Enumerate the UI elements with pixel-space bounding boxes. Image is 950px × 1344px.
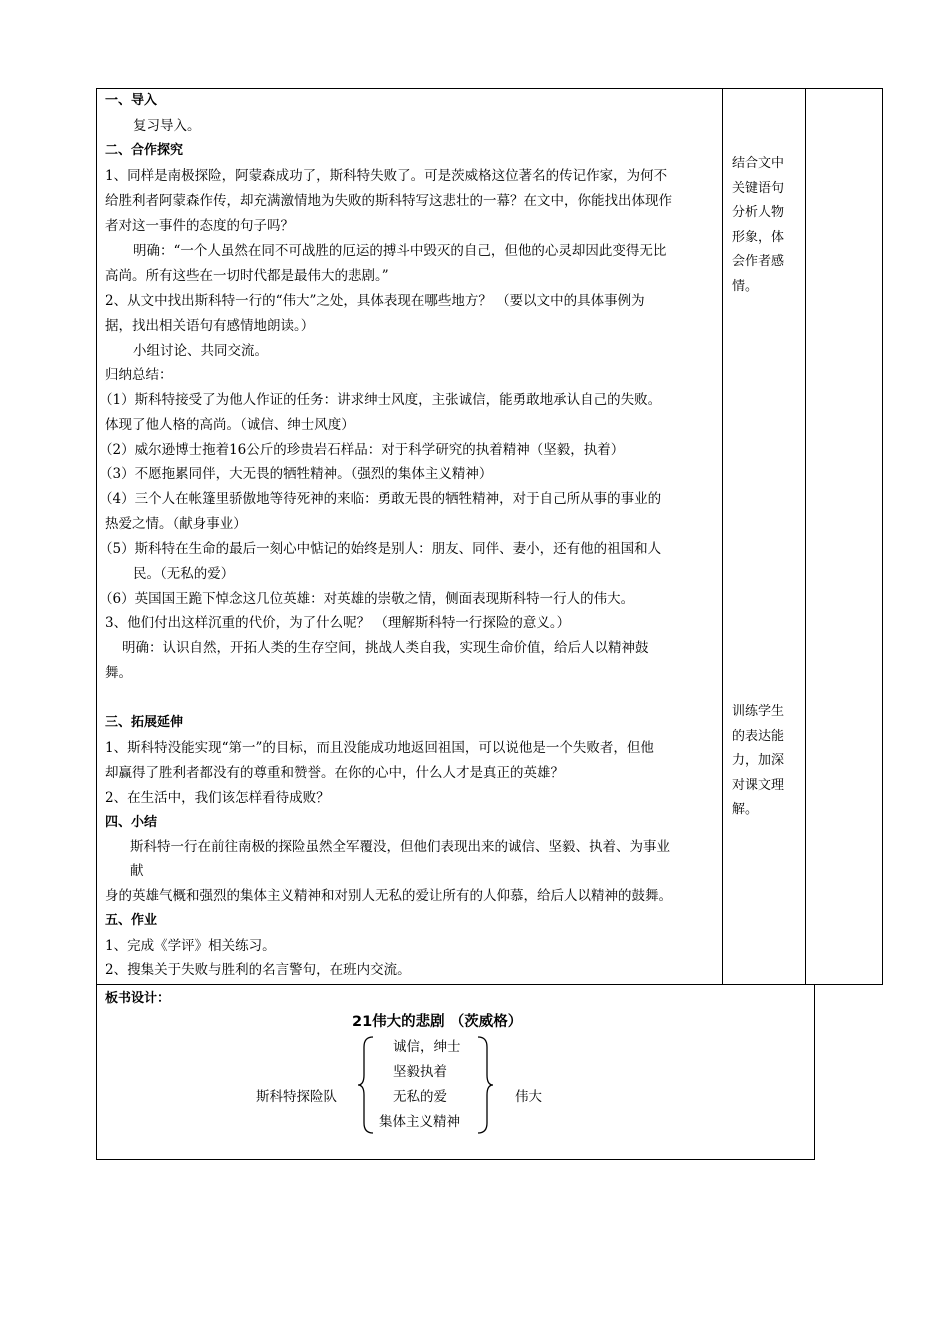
conclude-line-2: 献 bbox=[130, 863, 144, 879]
board-title: 21伟大的悲剧 （茨威格） bbox=[352, 1014, 523, 1030]
board-bottom-border bbox=[96, 1159, 815, 1160]
note-2-line: 力，加深 bbox=[732, 753, 785, 768]
col-divider-1 bbox=[722, 88, 723, 985]
col-divider-2 bbox=[805, 88, 806, 985]
section-intro-heading: 一、导入 bbox=[105, 93, 158, 108]
question-3: 3、他们付出这样沉重的代价，为了什么呢？ （理解斯科特一行探险的意义。） bbox=[105, 615, 571, 631]
board-item: 诚信，绅士 bbox=[393, 1039, 461, 1055]
homework-1: 1、完成《学评》相关练习。 bbox=[105, 938, 276, 954]
note-2-line: 的表达能 bbox=[732, 728, 785, 744]
summary-4-line-2: 热爱之情。（献身事业） bbox=[105, 516, 247, 532]
summary-1-line-1: （1）斯科特接受了为他人作证的任务：讲求绅士风度，主张诚信，能勇敢地承认自己的失败。 bbox=[99, 392, 662, 408]
board-item: 坚毅执着 bbox=[393, 1064, 447, 1080]
note-1-line: 结合文中 bbox=[732, 156, 785, 171]
note-1-line: 分析人物 bbox=[732, 205, 785, 220]
board-right-border bbox=[814, 984, 815, 1160]
question-1-line-3: 者对这一事件的态度的句子吗？ bbox=[105, 218, 294, 234]
answer-1-line-1: 明确：“一个人虽然在同不可战胜的厄运的搏斗中毁灭的自己，但他的心灵却因此变得无比 bbox=[133, 243, 667, 259]
summary-5-line-1: （5）斯科特在生命的最后一刻心中惦记的始终是别人：朋友、同伴、妻小，还有他的祖国和人 bbox=[99, 541, 662, 557]
note-1-line: 情。 bbox=[732, 278, 759, 294]
summary-1-line-2: 体现了他人格的高尚。（诚信、绅士风度） bbox=[105, 417, 355, 433]
question-2-line-1: 2、从文中找出斯科特一行的“伟大”之处，具体表现在哪些地方？ （要以文中的具体事例为 bbox=[105, 293, 645, 309]
note-1-line: 形象，体 bbox=[732, 229, 785, 245]
note-2-line: 解。 bbox=[732, 802, 759, 817]
answer-3-line-2: 舞。 bbox=[105, 665, 132, 681]
summary-label: 归纳总结： bbox=[105, 367, 173, 383]
note-block-2 bbox=[732, 700, 802, 823]
intro-text: 复习导入。 bbox=[133, 118, 201, 134]
section-conclude-heading: 四、小结 bbox=[105, 815, 158, 830]
note-block-1 bbox=[732, 152, 802, 299]
section-extend-heading: 三、拓展延伸 bbox=[105, 715, 184, 730]
table-right-border bbox=[882, 88, 883, 985]
summary-3: （3）不愿拖累同伴，大无畏的牺牲精神。（强烈的集体主义精神） bbox=[99, 466, 493, 482]
board-right-label: 伟大 bbox=[515, 1089, 542, 1105]
homework-2: 2、搜集关于失败与胜利的名言警句，在班内交流。 bbox=[105, 962, 411, 978]
note-1-line: 关键语句 bbox=[732, 180, 785, 196]
extend-2: 2、在生活中，我们该怎样看待成败？ bbox=[105, 790, 330, 806]
board-label: 板书设计： bbox=[105, 991, 171, 1006]
note-2-line: 对课文理 bbox=[732, 777, 785, 793]
summary-4-line-1: （4）三个人在帐篷里骄傲地等待死神的来临：勇敢无畏的牺牲精神，对于自己所从事的事业的 bbox=[99, 491, 662, 507]
summary-2: （2）威尔逊博士拖着16公斤的珍贵岩石样品：对于科学研究的执着精神（坚毅，执着） bbox=[99, 442, 625, 458]
conclude-line-1: 斯科特一行在前往南极的探险虽然全军覆没，但他们表现出来的诚信、坚毅、执着、为事业 bbox=[130, 839, 670, 855]
board-item: 无私的爱 bbox=[393, 1089, 447, 1105]
row-divider bbox=[96, 984, 883, 985]
summary-5-line-2: 民。（无私的爱） bbox=[133, 566, 235, 582]
extend-1-line-1: 1、斯科特没能实现“第一”的目标，而且没能成功地返回祖国，可以说他是一个失败者，但他 bbox=[105, 740, 654, 756]
note-1-line: 会作者感 bbox=[732, 254, 785, 269]
section-explore-heading: 二、合作探究 bbox=[105, 143, 184, 158]
left-brace-icon bbox=[356, 1035, 376, 1135]
table-left-border bbox=[96, 88, 97, 1160]
section-homework-heading: 五、作业 bbox=[105, 913, 158, 928]
question-2-line-2: 据，找出相关语句有感情地朗读。） bbox=[105, 318, 315, 334]
note-2-line: 训练学生 bbox=[732, 704, 785, 719]
question-1-line-2: 给胜利者阿蒙森作传，却充满激情地为失败的斯科特写这悲壮的一幕？在文中，你能找出体现作 bbox=[105, 193, 672, 209]
table-top-border bbox=[96, 88, 883, 89]
answer-1-line-2: 高尚。所有这些在一切时代都是最伟大的悲剧。” bbox=[105, 268, 389, 284]
board-left-label: 斯科特探险队 bbox=[256, 1089, 337, 1105]
summary-6: （6）英国国王跪下悼念这几位英雄：对英雄的崇敬之情，侧面表现斯科特一行人的伟大。 bbox=[99, 591, 635, 607]
discuss-text: 小组讨论、共同交流。 bbox=[133, 343, 268, 359]
conclude-line-3: 身的英雄气概和强烈的集体主义精神和对别人无私的爱让所有的人仰慕，给后人以精神的鼓舞。 bbox=[105, 888, 672, 904]
question-1-line-1: 1、同样是南极探险，阿蒙森成功了，斯科特失败了。可是茨威格这位著名的传记作家，为何不 bbox=[105, 168, 668, 184]
answer-3-line-1: 明确：认识自然，开拓人类的生存空间，挑战人类自我，实现生命价值，给后人以精神鼓 bbox=[122, 640, 649, 656]
right-brace-icon bbox=[475, 1035, 495, 1135]
board-item: 集体主义精神 bbox=[379, 1114, 460, 1130]
extend-1-line-2: 却赢得了胜利者都没有的尊重和赞誉。在你的心中，什么人才是真正的英雄？ bbox=[105, 765, 564, 781]
